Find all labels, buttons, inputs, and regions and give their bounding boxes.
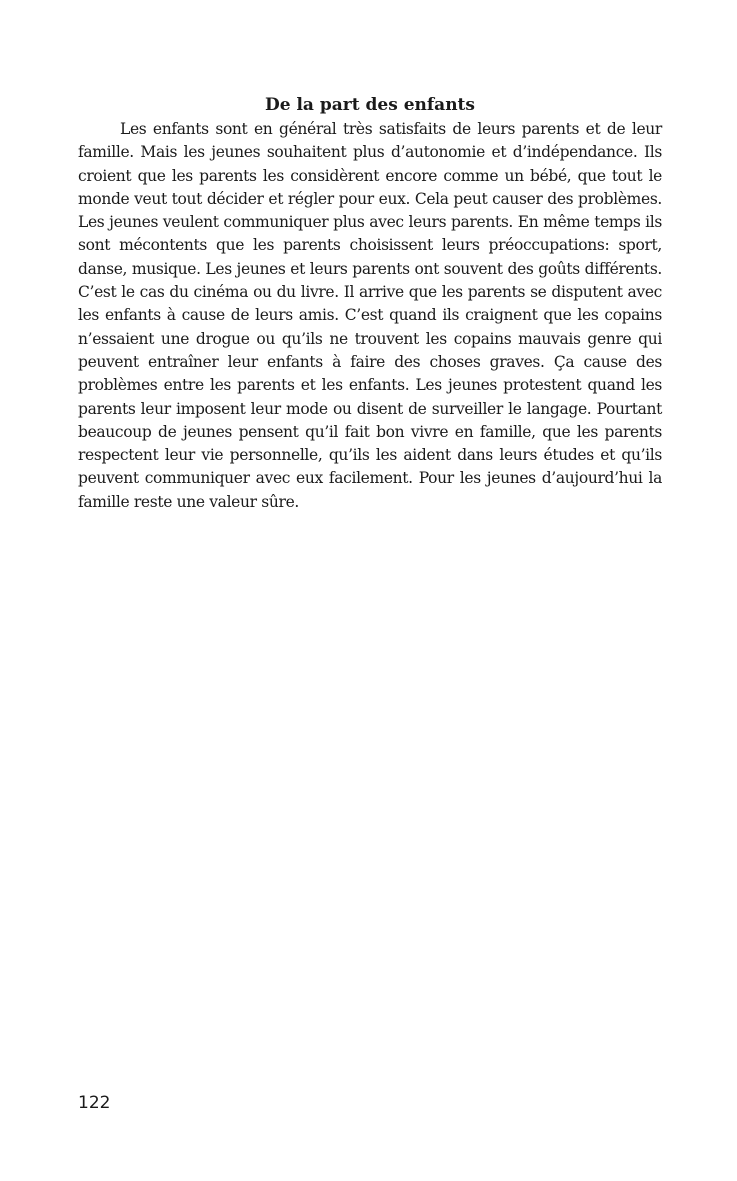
body-paragraph: Les enfants sont en général très satisfaits de leurs parents et de leur famille. Mais les jeunes souhaitent plus d’autonomie et d’indépendance. Ils croient que les parents les considèrent encore comme un bébé, que tout le monde veut tout décider et régler pour eux. Cela peut causer des problèmes. Les jeunes veulent communiquer plus avec leurs parents. En même temps ils sont mécontents que les parents choisissent leurs préoccupations: sport, danse, musique. Les jeunes et leurs parents ont souvent des goûts différents. C’est le cas du cinéma ou du livre. Il arrive que les parents se disputent avec les enfants à cause de leurs amis. C’est quand ils craignent que les copains n’essaient une drogue ou qu’ils ne trouvent les copains mauvais genre qui peuvent entraîner leur enfants à faire des choses graves. Ça cause des problèmes entre les parents et les enfants. Les jeunes protestent quand les parents leur imposent leur mode ou disent de surveiller le langage. Pourtant beaucoup de jeunes pensent qu’il fait bon vivre en famille, que les parents respectent leur vie personnelle, qu’ils les aident dans leurs études et qu’ils peuvent communiquer avec eux facilement. Pour les jeunes d’aujourd’hui la famille reste une valeur sûre. — [78, 120, 662, 511]
section-title: De la part des enfants — [265, 95, 475, 115]
page-number: 122 — [78, 1093, 111, 1113]
